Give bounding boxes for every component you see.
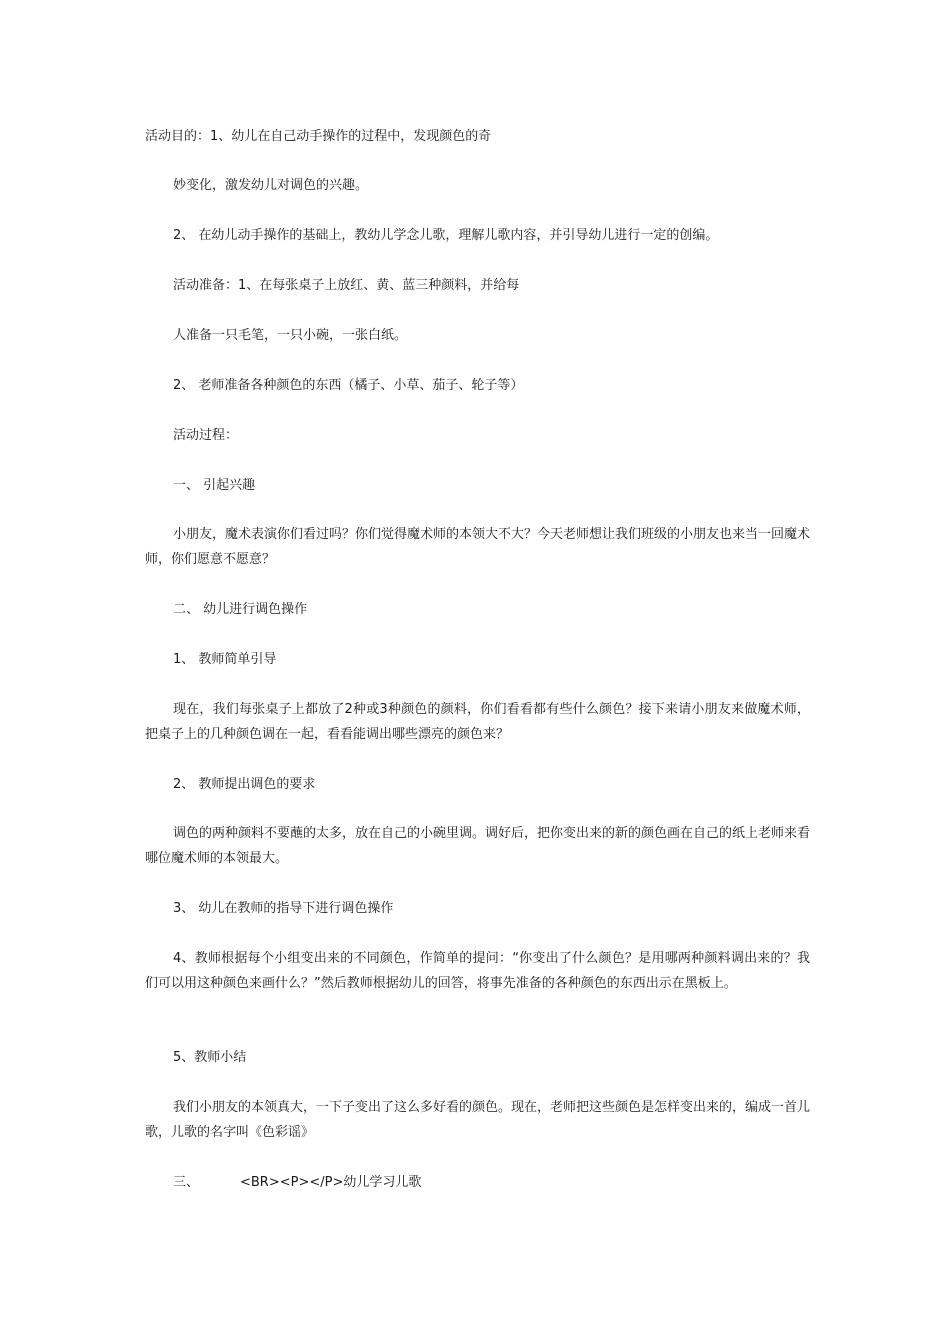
section-3-number: 三、 <box>173 1175 200 1190</box>
activity-prep-line-1: 活动准备：1、在每张桌子上放红、黄、蓝三种颜料，并给每 <box>173 278 520 293</box>
section-1-heading: 一、 引起兴趣 <box>173 478 256 493</box>
section-1-body: 小朋友，魔术表演你们看过吗？你们觉得魔术师的本领大不大？今天老师想让我们班级的小朋友也来当一回魔术师，你们愿意不愿意？ <box>145 527 811 567</box>
step-2-heading: 2、 教师提出调色的要求 <box>173 777 316 792</box>
activity-goal-2: 2、 在幼儿动手操作的基础上，教幼儿学念儿歌，理解儿歌内容，并引导幼儿进行一定的创编。 <box>173 228 719 243</box>
activity-goal-line-1: 活动目的：1、幼儿在自己动手操作的过程中，发现颜色的奇 <box>145 129 492 144</box>
activity-process-heading: 活动过程： <box>173 428 239 443</box>
activity-prep-line-2: 人准备一只毛笔，一只小碗，一张白纸。 <box>173 328 408 343</box>
section-2-heading: 二、 幼儿进行调色操作 <box>173 602 308 617</box>
activity-goal-line-2: 妙变化，激发幼儿对调色的兴趣。 <box>173 178 369 193</box>
step-1-body: 现在，我们每张桌子上都放了2种或3种颜色的颜料，你们看看都有些什么颜色？接下来请小朋友来做魔术师，把桌子上的几种颜色调在一起，看看能调出哪些漂亮的颜色来？ <box>145 702 810 742</box>
step-4-body: 4、教师根据每个小组变出来的不同颜色，作简单的提问：“你变出了什么颜色？是用哪两种颜料调出来的？我们可以用这种颜色来画什么？”然后教师根据幼儿的回答，将事先准备的各种颜色的东西出示在黑板上。 <box>145 951 810 991</box>
step-1-heading: 1、 教师简单引导 <box>173 652 277 667</box>
step-5-heading: 5、教师小结 <box>173 1050 247 1065</box>
step-2-body: 调色的两种颜料不要蘸的太多，放在自己的小碗里调。调好后，把你变出来的新的颜色画在自己的纸上老师来看哪位魔术师的本领最大。 <box>145 826 811 866</box>
step-5-body: 我们小朋友的本领真大，一下子变出了这么多好看的颜色。现在，老师把这些颜色是怎样变出来的，编成一首儿歌，儿歌的名字叫《色彩谣》 <box>145 1100 811 1140</box>
activity-prep-2: 2、 老师准备各种颜色的东西（橘子、小草、茄子、轮子等） <box>173 378 524 393</box>
section-3-heading: <BR><P></P>幼儿学习儿歌 <box>240 1175 422 1190</box>
step-3-heading: 3、 幼儿在教师的指导下进行调色操作 <box>173 901 394 916</box>
